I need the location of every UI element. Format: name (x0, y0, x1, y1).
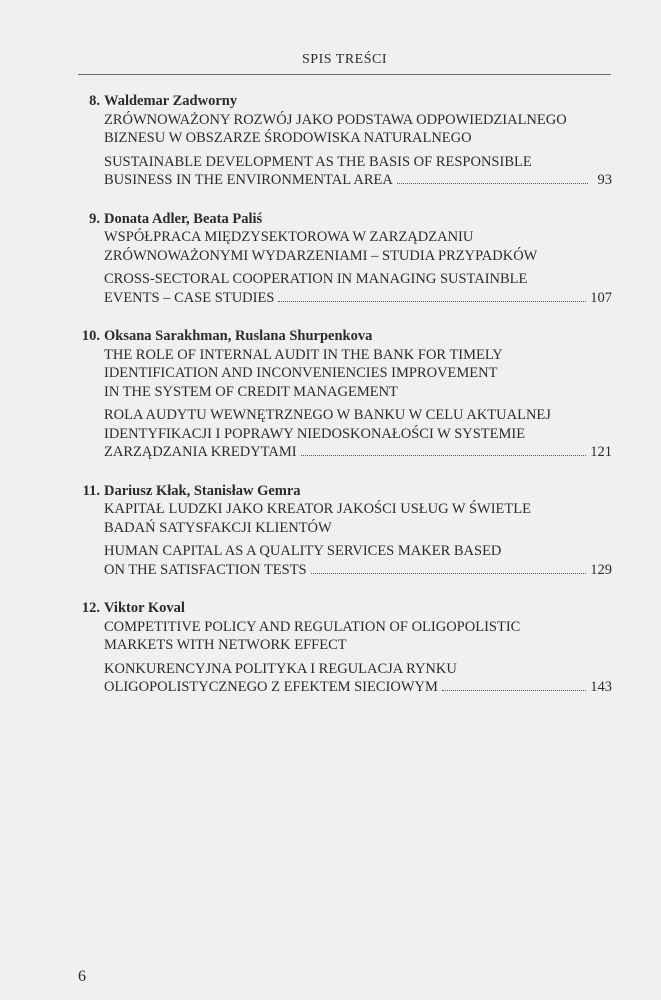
entry-title-pl (104, 500, 612, 537)
title-line-with-page (104, 443, 612, 462)
title-line: ROLA AUDYTU WEWNĘTRZNEGO W BANKU W CELU AKTUALNEJ (104, 407, 551, 423)
title-line: IN THE SYSTEM OF CREDIT MANAGEMENT (104, 383, 398, 400)
entry-title-en (104, 346, 612, 402)
page-folio: 6 (78, 968, 86, 985)
dot-leader (397, 182, 588, 184)
entry-authors: Viktor Koval (104, 600, 185, 616)
toc-entry (80, 599, 612, 697)
page-number: 121 (590, 444, 612, 460)
entry-number: 12. (81, 600, 100, 616)
entry-authors: Oksana Sarakhman, Ruslana Shurpenkova (104, 328, 373, 344)
title-line: SUSTAINABLE DEVELOPMENT AS THE BASIS OF RESPONSIBLE (104, 153, 532, 170)
title-line: BIZNESU W OBSZARZE ŚRODOWISKA NATURALNEGO (104, 130, 472, 146)
entry-number: 8. (89, 93, 100, 109)
dot-leader (301, 454, 587, 456)
toc-entry (80, 327, 612, 462)
running-header: SPIS TREŚCI (302, 52, 387, 67)
page-number: 143 (590, 679, 612, 695)
toc-entry (80, 482, 612, 580)
dot-leader (311, 572, 587, 574)
title-line: BUSINESS IN THE ENVIRONMENTAL AREA (104, 172, 393, 188)
title-line: CROSS-SECTORAL COOPERATION IN MANAGING SUSTAINBLE (104, 271, 528, 287)
entry-title-pl (104, 111, 612, 148)
page-number: 107 (590, 289, 612, 306)
entry-title-en (104, 153, 612, 190)
title-line-with-page (104, 678, 612, 697)
title-line-with-page (104, 289, 612, 308)
dot-leader (278, 300, 586, 302)
entry-number: 11. (82, 482, 100, 499)
title-line: KONKURENCYJNA POLITYKA I REGULACJA RYNKU (104, 660, 457, 677)
page-number: 129 (590, 561, 612, 578)
entry-title-en (104, 270, 612, 307)
header-rule (78, 74, 611, 75)
entry-title-pl (104, 406, 612, 462)
entry-title-en (104, 542, 612, 579)
title-line-with-page (104, 171, 612, 190)
title-line: COMPETITIVE POLICY AND REGULATION OF OLIGOPOLISTIC (104, 618, 521, 635)
title-line: ZRÓWNOWAŻONY ROZWÓJ JAKO PODSTAWA ODPOWIEDZIALNEGO (104, 111, 567, 128)
title-line: IDENTIFICATION AND INCONVENIENCIES IMPROVEMENT (104, 365, 498, 381)
title-line: WSPÓŁPRACA MIĘDZYSEKTOROWA W ZARZĄDZANIU (104, 229, 474, 245)
title-line: EVENTS – CASE STUDIES (104, 289, 275, 306)
title-line: ZARZĄDZANIA KREDYTAMI (104, 444, 297, 460)
table-of-contents (80, 92, 612, 717)
title-line: HUMAN CAPITAL AS A QUALITY SERVICES MAKER BASED (104, 543, 502, 559)
entry-number: 9. (89, 210, 100, 227)
entry-authors: Dariusz Kłak, Stanisław Gemra (104, 482, 301, 499)
dot-leader (442, 689, 586, 691)
entry-title-pl (104, 228, 612, 265)
title-line: ON THE SATISFACTION TESTS (104, 561, 307, 578)
title-line: ZRÓWNOWAŻONYMI WYDARZENIAMI – STUDIA PRZYPADKÓW (104, 247, 538, 264)
title-line: KAPITAŁ LUDZKI JAKO KREATOR JAKOŚCI USŁUG W ŚWIETLE (104, 501, 531, 517)
toc-entry (80, 210, 612, 308)
entry-number: 10. (81, 328, 100, 344)
title-line: BADAŃ SATYSFAKCJI KLIENTÓW (104, 519, 332, 536)
title-line: THE ROLE OF INTERNAL AUDIT IN THE BANK FOR TIMELY (104, 346, 503, 363)
title-line-with-page (104, 561, 612, 580)
page-number: 93 (597, 172, 612, 188)
toc-entry (80, 92, 612, 190)
entry-title-en (104, 618, 612, 655)
title-line: MARKETS WITH NETWORK EFFECT (104, 637, 347, 653)
entry-authors: Waldemar Zadworny (104, 93, 238, 109)
title-line: OLIGOPOLISTYCZNEGO Z EFEKTEM SIECIOWYM (104, 679, 438, 695)
entry-title-pl (104, 660, 612, 697)
title-line: IDENTYFIKACJI I POPRAWY NIEDOSKONAŁOŚCI W SYSTEMIE (104, 425, 526, 442)
entry-authors: Donata Adler, Beata Paliś (104, 210, 263, 227)
